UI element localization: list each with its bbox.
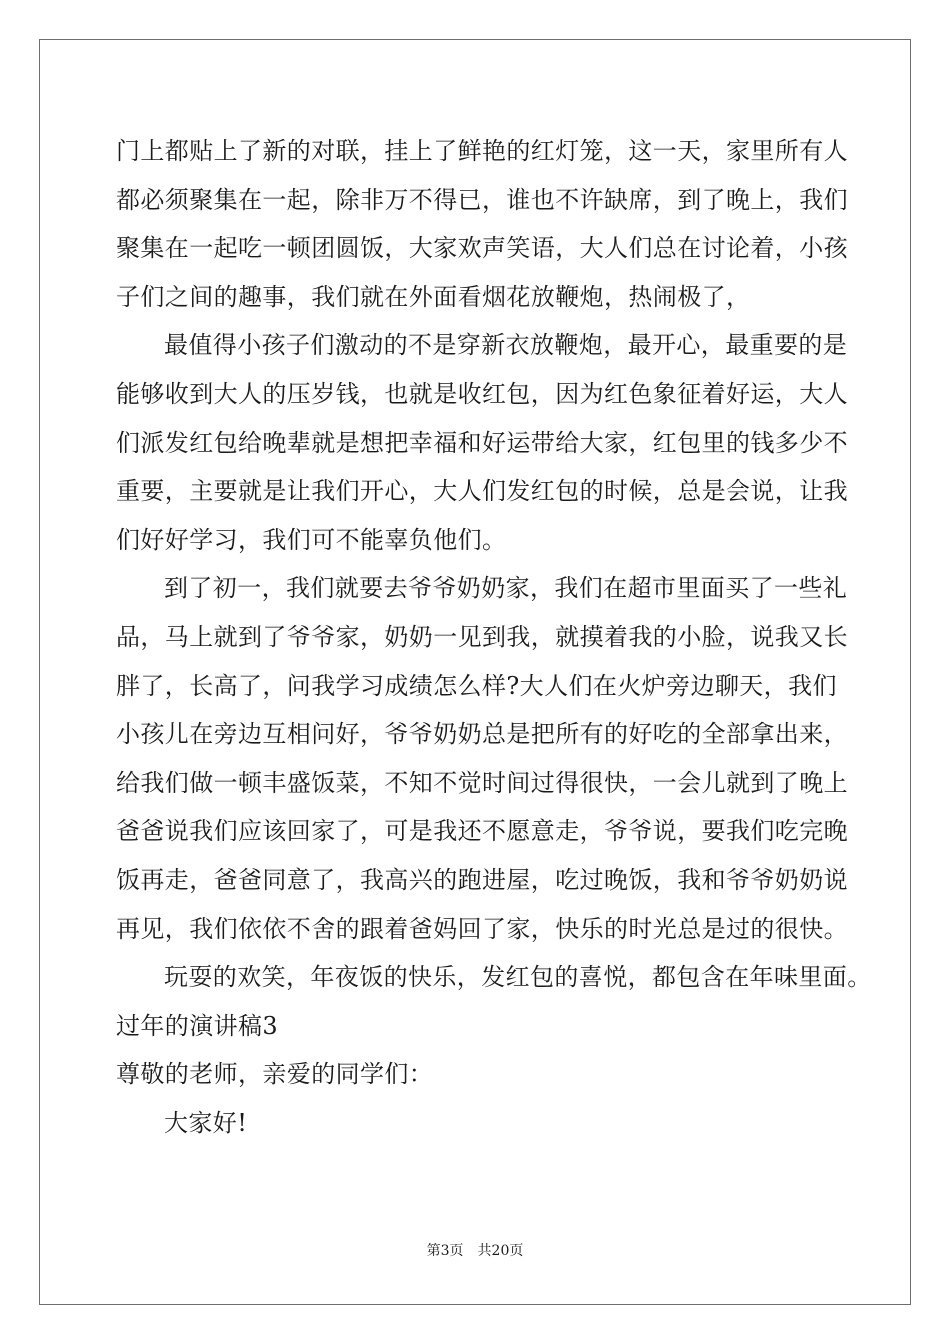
text-line: 再见，我们依依不舍的跟着爸妈回了家，快乐的时光总是过的很快。	[116, 914, 848, 943]
text-line: 最值得小孩子们激动的不是穿新衣放鞭炮，最开心，最重要的是	[164, 331, 848, 360]
text-line: 品，马上就到了爷爷家，奶奶一见到我，就摸着我的小脸，说我又长	[116, 622, 848, 651]
page-number: 第3页 共20页	[426, 1243, 524, 1259]
text-line: 到了初一，我们就要去爷爷奶奶家，我们在超市里面买了一些礼	[164, 574, 848, 603]
text-line: 聚集在一起吃一顿团圆饭，大家欢声笑语，大人们总在讨论着，小孩	[116, 234, 848, 263]
text-line: 们派发红包给晚辈就是想把幸福和好运带给大家，红包里的钱多少不	[116, 428, 848, 457]
greeting: 大家好!	[164, 1108, 248, 1137]
text-line: 饭再走，爸爸同意了，我高兴的跑进屋，吃过晚饭，我和爷爷奶奶说	[116, 865, 848, 894]
document-body	[116, 127, 872, 1147]
salutation: 尊敬的老师，亲爱的同学们：	[116, 1060, 434, 1089]
text-line: 能够收到大人的压岁钱，也就是收红包，因为红色象征着好运，大人	[116, 379, 848, 408]
text-line: 爸爸说我们应该回家了，可是我还不愿意走，爷爷说，要我们吃完晚	[116, 817, 848, 846]
text-line: 胖了，长高了，问我学习成绩怎么样?大人们在火炉旁边聊天，我们	[116, 671, 837, 700]
text-line: 们好好学习，我们可不能辜负他们。	[116, 525, 507, 554]
text-line: 都必须聚集在一起，除非万不得已，谁也不许缺席，到了晚上，我们	[116, 185, 848, 214]
text-line: 小孩儿在旁边互相问好，爷爷奶奶总是把所有的好吃的全部拿出来，	[116, 720, 848, 749]
text-line: 门上都贴上了新的对联，挂上了鲜艳的红灯笼，这一天，家里所有人	[116, 137, 848, 165]
text-line: 子们之间的趣事，我们就在外面看烟花放鞭炮，热闹极了，	[116, 282, 751, 311]
text-line: 玩耍的欢笑，年夜饭的快乐，发红包的喜悦，都包含在年味里面。	[164, 963, 872, 992]
section-heading: 过年的演讲稿3	[116, 1011, 279, 1040]
text-line: 重要，主要就是让我们开心，大人们发红包的时候，总是会说，让我	[116, 477, 848, 506]
text-line: 给我们做一顿丰盛饭菜，不知不觉时间过得很快，一会儿就到了晚上	[116, 768, 848, 797]
